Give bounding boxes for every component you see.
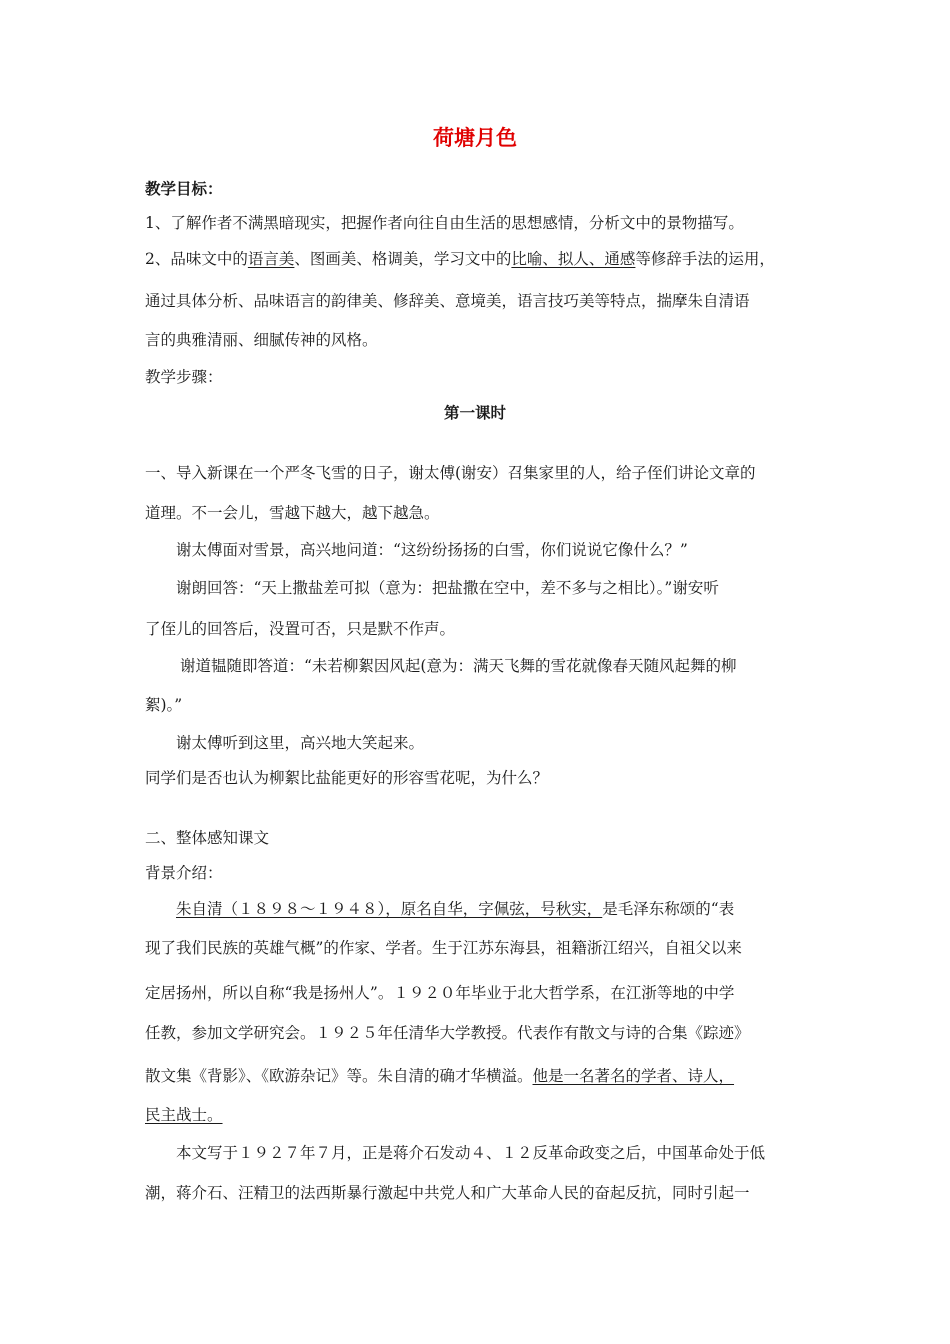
background-line-1-underlined: 朱自清（１８９８～１９４８），原名自华，字佩弦，号秋实， — [176, 900, 603, 918]
objective-item-2-text-c: 等修辞手法的运用， — [635, 250, 775, 268]
context-line-1: 本文写于１９２７年７月，正是蒋介石发动４、１２反革命政变之后，中国革命处于低 — [176, 1144, 766, 1162]
section-1-line-6: 谢道韫随即答道：“未若柳絮因风起(意为：满天飞舞的雪花就像春天随风起舞的柳 — [180, 657, 737, 675]
background-line-2: 现了我们民族的英雄气概”的作家、学者。生于江苏东海县，祖籍浙江绍兴，自祖父以来 — [145, 939, 742, 957]
background-line-5-underlined: 他是一名著名的学者、诗人， — [532, 1067, 735, 1085]
background-line-1 — [176, 899, 734, 919]
background-line-5 — [145, 1066, 734, 1086]
context-line-2: 潮，蒋介石、汪精卫的法西斯暴行激起中共党人和广大革命人民的奋起反抗，同时引起一 — [145, 1184, 750, 1202]
objective-item-2-line-2: 通过具体分析、品味语言的韵律美、修辞美、意境美，语言技巧美等特点，揣摩朱自清语 — [145, 292, 750, 310]
objective-item-2-text-b: 、图画美、格调美，学习文中的 — [294, 250, 512, 268]
objective-item-2-text-a: 2、品味文中的 — [145, 250, 248, 268]
objectives-heading: 教学目标： — [145, 180, 223, 198]
background-line-1-text: 是毛泽东称颂的“表 — [602, 900, 735, 918]
background-line-5-text: 散文集《背影》、《欧游杂记》等。朱自清的确才华横溢。 — [145, 1067, 533, 1085]
background-line-3: 定居扬州，所以自称“我是扬州人”。１９２０年毕业于北大哲学系，在江浙等地的中学 — [145, 984, 735, 1002]
objective-item-2 — [145, 249, 775, 269]
section-2-heading: 二、整体感知课文 — [145, 829, 270, 847]
document-title: 荷塘月色 — [433, 126, 517, 150]
section-1-line-2: 道理。不一会儿，雪越下越大，越下越急。 — [145, 504, 440, 522]
steps-heading: 教学步骤： — [145, 368, 223, 386]
section-1-line-8: 谢太傅听到这里，高兴地大笑起来。 — [176, 734, 425, 752]
section-1-line-9: 同学们是否也认为柳絮比盐能更好的形容雪花呢，为什么？ — [145, 769, 549, 787]
background-line-4: 任教，参加文学研究会。１９２５年任清华大学教授。代表作有散文与诗的合集《踪迹》 — [145, 1024, 750, 1042]
section-1-line-7: 絮)。” — [145, 696, 183, 714]
section-1-line-3: 谢太傅面对雪景，高兴地问道：“这纷纷扬扬的白雪，你们说说它像什么？” — [176, 541, 688, 559]
objective-item-2-underline-b: 比喻、拟人、通感 — [511, 250, 636, 268]
objective-item-2-underline-a: 语言美 — [247, 250, 295, 268]
background-line-6: 民主战士。 — [145, 1106, 223, 1124]
objective-item-2-line-3: 言的典雅清丽、细腻传神的风格。 — [145, 331, 378, 349]
section-1-line-1: 一、导入新课在一个严冬飞雪的日子，谢太傅(谢安）召集家里的人，给子侄们讲论文章的 — [145, 464, 756, 482]
background-label: 背景介绍： — [145, 864, 223, 882]
section-1-line-5: 了侄儿的回答后，没置可否，只是默不作声。 — [145, 620, 456, 638]
section-1-line-4: 谢朗回答：“天上撒盐差可拟（意为：把盐撒在空中，差不多与之相比）。”谢安听 — [176, 579, 719, 597]
objective-item-1: 1、了解作者不满黑暗现实，把握作者向往自由生活的思想感情，分析文中的景物描写。 — [145, 214, 744, 232]
lesson-heading: 第一课时 — [443, 404, 506, 422]
